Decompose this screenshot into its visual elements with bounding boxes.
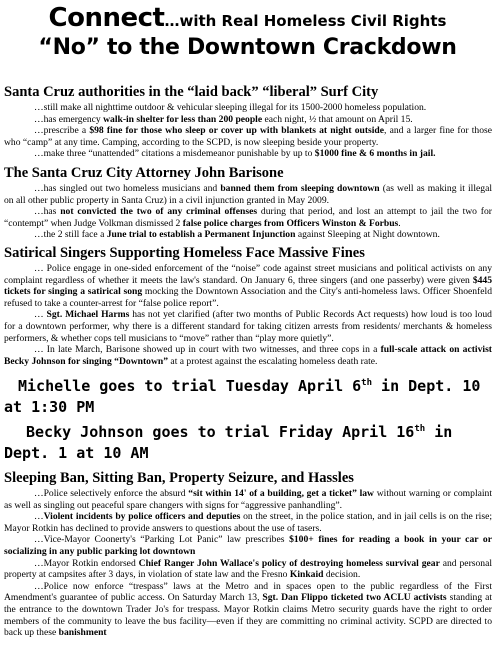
title-subtitle: …with Real Homeless Civil Rights	[164, 12, 447, 30]
paragraph: …has not convicted the two of any criminal offenses during that period, and lost an attempt to jail the two for “contempt” when Judge Volkman dismissed 2 false police charges from Officers Winston & Forbus.	[4, 206, 492, 229]
section-body-santa-cruz-authorities	[4, 102, 492, 160]
section-body-city-attorney	[4, 183, 492, 241]
paragraph: …still make all nighttime outdoor & vehicular sleeping illegal for its 1500-2000 homeless population.	[34, 102, 427, 113]
paragraph: …Violent incidents by police officers and deputies on the street, in the police station, and in jail cells is on the rise; Mayor Rotkin has declined to provide answers to questions about the use of tasers.	[4, 511, 493, 534]
section-body-satirical-singers	[4, 263, 492, 367]
paragraph: …Police now enforce “trespass” laws at the Metro and in spaces open to the public regardless of the First Amendment's guarantee of public access. On Saturday March 13, Sgt. Dan Flippo ticketed two ACLU activists standing at the entrance to the downtown Trader Jo's for trespass. Mayor Rotkin claims Metro security guards have the right to order members of the community to leave the bus facility—even if they are committing no criminal activity. SCPD are directed to back up these banishment	[4, 580, 492, 639]
section-heading-sleeping-ban: Sleeping Ban, Sitting Ban, Property Seizure, and Hassles	[4, 470, 354, 486]
section-heading-city-attorney: The Santa Cruz City Attorney John Barisone	[4, 165, 284, 181]
paragraph: …Mayor Rotkin endorsed Chief Ranger John Wallace's policy of destroying homeless survival gear and personal property at campsites after 3 days, in violation of state law and the Fresno Kinkaid decision.	[4, 557, 493, 581]
paragraph: …the 2 still face a June trial to establish a Permanent Injunction against Sleeping at Night downtown.	[34, 229, 440, 241]
paragraph: … Police engage in one-sided enforcement of the “noise” code against street musicians and political activists on any complaint regardless of whether it meets the law's standard. On January 6, three singers (and one passerby) were given $445 tickets for singing a satirical song mocking the Downtown Association and the City's anti-homeless laws. Officer Shoenfeld refused to take a counter-arrest for “false police report”.	[4, 263, 492, 309]
trial-announcement-becky: Becky Johnson goes to trial Friday April 16th in Dept. 1 at 10 AM	[4, 423, 453, 462]
paragraph: …Vice-Mayor Coonerty's “Parking Lot Panic” law prescribes $100+ fines for reading a book in your car or socializing in any public parking lot downtown	[4, 534, 492, 557]
paragraph: …prescribe a $98 fine for those who sleep or cover up with blankets at night outside, and a larger fine for those who “camp” at any time. Camping, according to the SCPD, is now sleeping beside your property.	[4, 125, 493, 148]
paragraph: …has emergency walk-in shelter for less than 200 people each night, ½ that amount on April 15.	[34, 113, 413, 125]
paragraph: … In late March, Barisone showed up in court with two witnesses, and three cops in a full-scale attack on activist Becky Johnson for singing “Downtown” at a protest against the escalating homeless death rate.	[4, 344, 492, 367]
paragraph: …Police selectively enforce the absurd “sit within 14' of a building, get a ticket” law without warning or complaint as well as singling out peaceful spare changers with signs for “aggressive panhandling”.	[4, 488, 492, 511]
paragraph: …has singled out two homeless musicians and banned them from sleeping downtown (as well as making it illegal on all other public property in Santa Cruz) in a civil injunction granted in May 2009.	[4, 183, 492, 206]
title-connect: Connect	[48, 3, 165, 33]
trial-announcement-michelle: Michelle goes to trial Tuesday April 6th in Dept. 10 at 1:30 PM	[4, 377, 481, 416]
paragraph: … Sgt. Michael Harms has not yet clarified (after two months of Public Records Act requests) how loud is too loud for a downtown performer, why there is a different standard for taking citizen arrests from residents/ merchants & homeless performers, & whether cops tell musicians to “move” rather than “play more quietly”.	[4, 309, 492, 344]
flyer-slogan: “No” to the Downtown Crackdown	[38, 35, 457, 60]
section-body-sleeping-ban	[4, 488, 492, 639]
paragraph: …make three “unattended” citations a misdemeanor punishable by up to $1000 fine & 6 months in jail.	[34, 148, 436, 160]
section-heading-satirical-singers: Satirical Singers Supporting Homeless Face Massive Fines	[4, 245, 365, 261]
section-heading-santa-cruz-authorities: Santa Cruz authorities in the “laid back” “liberal” Surf City	[4, 84, 379, 100]
